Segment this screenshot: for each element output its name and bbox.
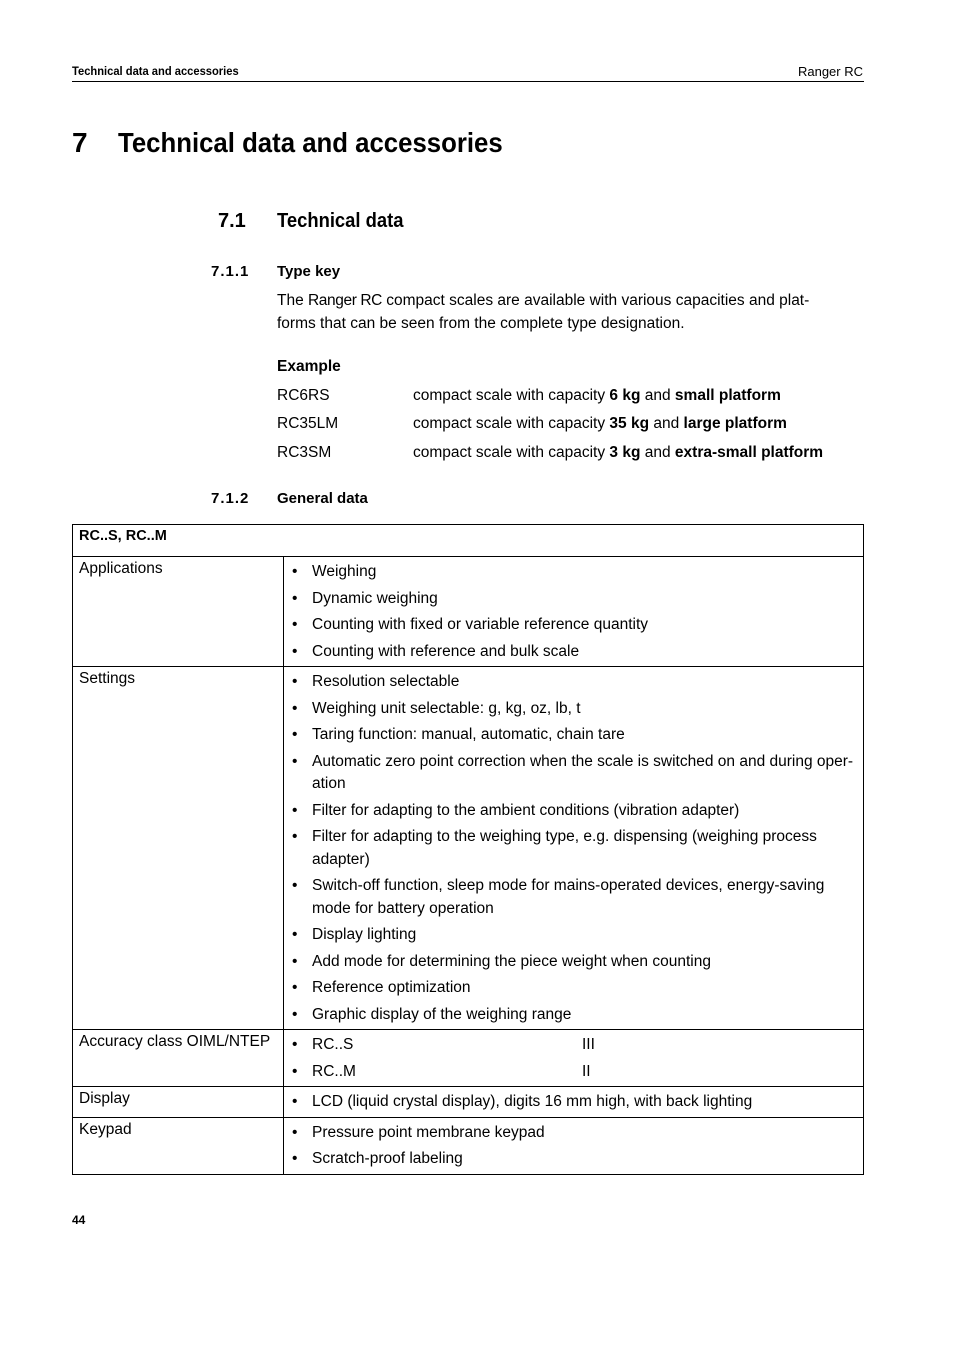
example-row bbox=[277, 387, 877, 409]
table-header-row bbox=[73, 525, 864, 557]
paragraph-pre: The bbox=[277, 292, 309, 309]
row-label-accuracy: Accuracy class OIML/NTEP bbox=[73, 1030, 284, 1087]
table-row bbox=[73, 1117, 864, 1174]
chapter-number: 7 bbox=[72, 127, 88, 158]
list-item: • Automatic zero point correction when the scale is switched on and during oper-ation bbox=[284, 751, 857, 796]
display-list bbox=[284, 1091, 857, 1114]
example-description: compact scale with capacity 3 kg and extra-small platform bbox=[413, 444, 824, 461]
list-item: • Counting with reference and bulk scale bbox=[284, 641, 857, 664]
list-item: • Dynamic weighing bbox=[284, 588, 857, 611]
accuracy-class: III bbox=[582, 1036, 595, 1053]
list-item: • Filter for adapting to the ambient conditions (vibration adapter) bbox=[284, 800, 857, 823]
header-rule bbox=[72, 81, 864, 82]
subsection-title-type-key: Type key bbox=[277, 263, 341, 280]
table-row bbox=[73, 557, 864, 667]
page-number: 44 bbox=[72, 1213, 86, 1227]
row-label-keypad: Keypad bbox=[73, 1117, 284, 1174]
list-item: • Resolution selectable bbox=[284, 671, 857, 694]
row-label-settings: Settings bbox=[73, 667, 284, 1030]
list-item: • Taring function: manual, automatic, chain tare bbox=[284, 724, 857, 747]
example-code: RC6RS bbox=[277, 387, 330, 404]
list-item: • LCD (liquid crystal display), digits 16 mm high, with back lighting bbox=[284, 1091, 857, 1114]
product-name: Ranger RC bbox=[308, 292, 382, 309]
example-title: Example bbox=[277, 358, 341, 375]
list-item: • Scratch-proof labeling bbox=[284, 1148, 857, 1171]
table-row bbox=[73, 1030, 864, 1087]
list-item: • Pressure point membrane keypad bbox=[284, 1122, 857, 1145]
list-item: • Counting with fixed or variable reference quantity bbox=[284, 614, 857, 637]
running-header-product: Ranger RC bbox=[797, 64, 863, 79]
accuracy-list bbox=[284, 1034, 857, 1083]
example-code: RC35LM bbox=[277, 415, 339, 432]
list-item: • Weighing unit selectable: g, kg, oz, lb, t bbox=[284, 698, 857, 721]
list-item: • Add mode for determining the piece weight when counting bbox=[284, 951, 857, 974]
applications-list bbox=[284, 561, 857, 663]
example-row bbox=[277, 415, 877, 437]
accuracy-model: RC..M bbox=[312, 1062, 356, 1080]
section-title: Technical data bbox=[277, 210, 404, 232]
table-row bbox=[73, 667, 864, 1030]
general-data-table bbox=[72, 524, 864, 1175]
list-item bbox=[284, 1061, 857, 1084]
list-item: • Graphic display of the weighing range bbox=[284, 1004, 857, 1027]
paragraph-line2: forms that can be seen from the complete type designation. bbox=[277, 315, 685, 332]
list-item: • Weighing bbox=[284, 561, 857, 584]
list-item: • Switch-off function, sleep mode for mains-operated devices, energy-saving mode for battery operation bbox=[284, 875, 857, 920]
table-row bbox=[73, 1087, 864, 1118]
example-description: compact scale with capacity 6 kg and small platform bbox=[413, 387, 781, 404]
list-item: • Display lighting bbox=[284, 924, 857, 947]
running-header-title: Technical data and accessories bbox=[72, 64, 239, 78]
paragraph-line1: compact scales are available with various capacities and plat- bbox=[381, 292, 810, 309]
chapter-title: Technical data and accessories bbox=[118, 127, 503, 158]
subsection-number-type-key: 7.1.1 bbox=[211, 263, 250, 280]
accuracy-class: II bbox=[582, 1062, 591, 1080]
example-description: compact scale with capacity 35 kg and large platform bbox=[413, 415, 787, 432]
list-item: • Reference optimization bbox=[284, 977, 857, 1000]
subsection-title-general-data: General data bbox=[277, 490, 368, 507]
type-key-paragraph bbox=[277, 289, 837, 335]
example-code: RC3SM bbox=[277, 444, 332, 461]
list-item: • Filter for adapting to the weighing type, e.g. dispensing (weighing process adapter) bbox=[284, 826, 857, 871]
subsection-number-general-data: 7.1.2 bbox=[211, 490, 250, 507]
row-label-display: Display bbox=[73, 1087, 284, 1118]
list-item bbox=[284, 1034, 857, 1057]
settings-list bbox=[284, 671, 857, 1026]
row-label-applications: Applications bbox=[73, 557, 284, 667]
table-header: RC..S, RC..M bbox=[73, 525, 864, 557]
keypad-list bbox=[284, 1122, 857, 1171]
section-number: 7.1 bbox=[218, 210, 246, 232]
example-row bbox=[277, 444, 877, 466]
accuracy-model: RC..S bbox=[312, 1036, 354, 1053]
